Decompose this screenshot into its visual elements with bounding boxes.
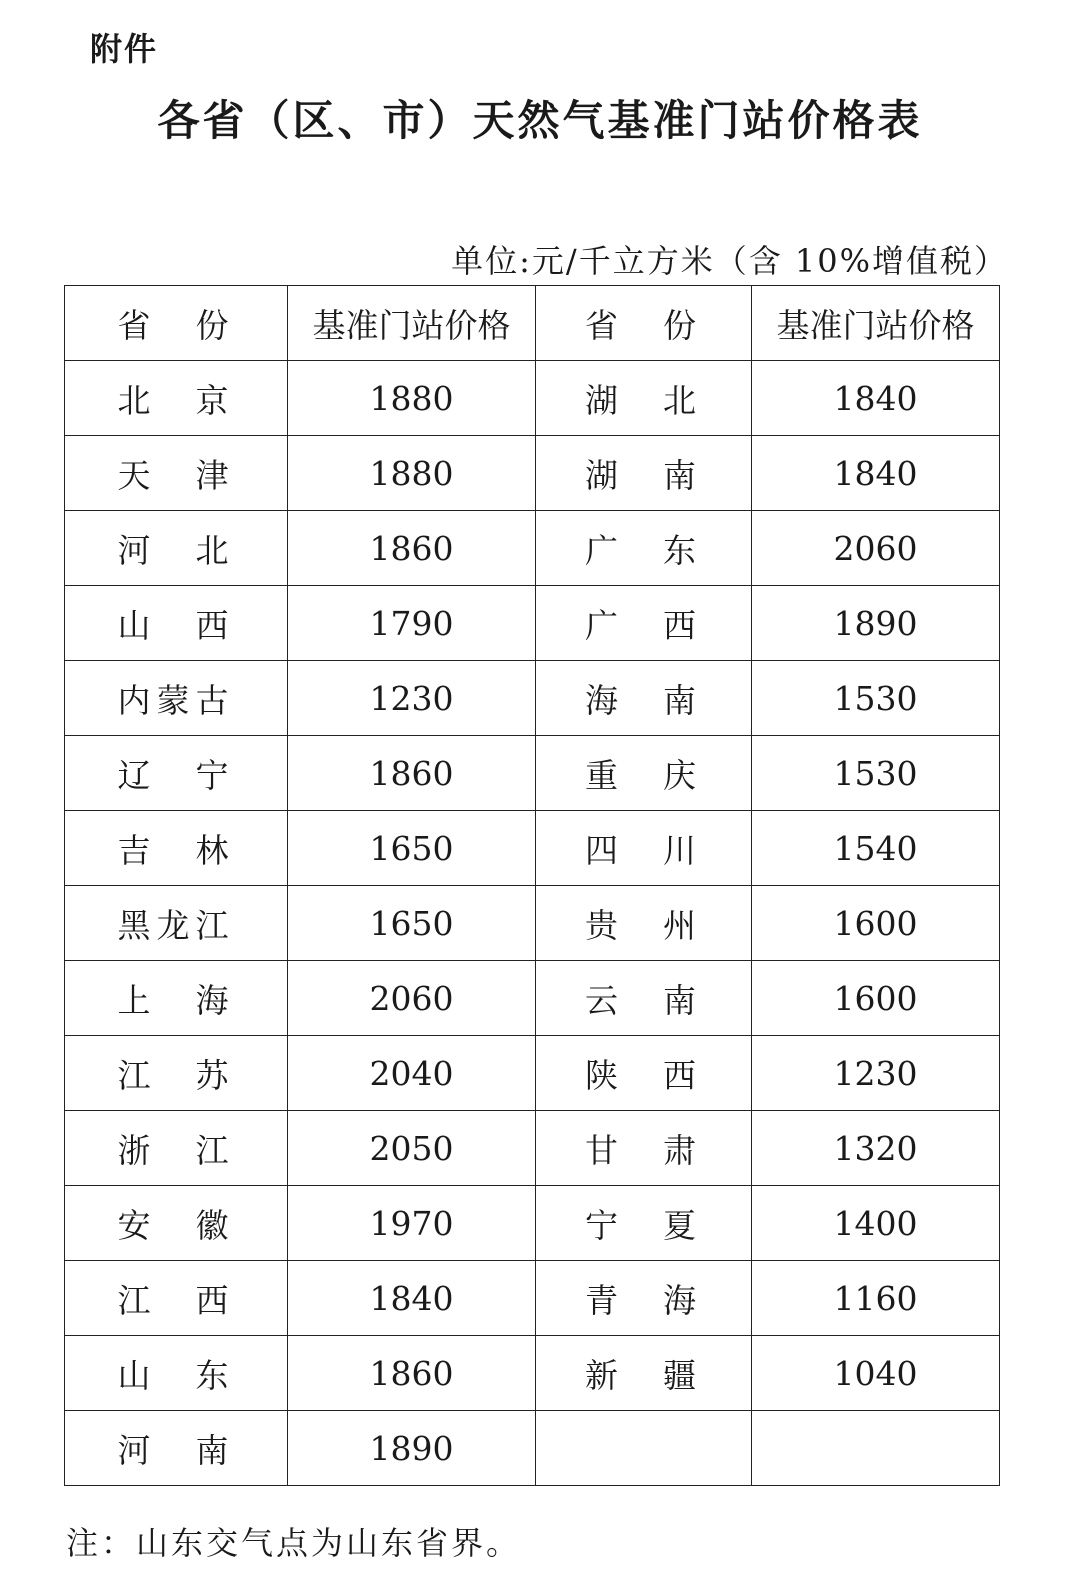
province-left-cell: [65, 361, 288, 436]
province-left-cell: [65, 886, 288, 961]
price-right-cell: [752, 736, 1000, 811]
unit-note: 单位:元/千立方米（含 10%增值税）: [451, 242, 1008, 280]
province-right-cell: [536, 1261, 752, 1336]
table-row: [65, 811, 1000, 886]
province-right-cell: [536, 1186, 752, 1261]
price-right-cell: [752, 511, 1000, 586]
province-left-cell-text: 山 西: [117, 605, 235, 645]
price-left-cell: [288, 586, 536, 661]
price-left-cell-text: 1840: [369, 1278, 454, 1318]
province-left-cell-text: 河 南: [117, 1430, 235, 1470]
province-right-cell: [536, 961, 752, 1036]
header-price-right: 基准门站价格: [752, 286, 1000, 361]
table-row: [65, 1411, 1000, 1486]
price-right-cell: [752, 436, 1000, 511]
price-left-cell-text: 1230: [369, 678, 454, 718]
price-left-cell: [288, 1336, 536, 1411]
price-left-cell: [288, 1261, 536, 1336]
header-province-left: [65, 286, 288, 361]
table-row: [65, 1036, 1000, 1111]
province-right-cell: [536, 511, 752, 586]
province-left-cell-text: 吉 林: [117, 830, 235, 870]
province-left-cell-text: 江 苏: [117, 1055, 235, 1095]
province-right-cell-text: 海 南: [585, 680, 702, 720]
province-right-cell-text: 甘 肃: [585, 1130, 702, 1170]
price-right-cell: [752, 361, 1000, 436]
province-right-cell-text: 新 疆: [585, 1355, 702, 1395]
province-left-cell: [65, 511, 288, 586]
province-left-cell: [65, 1261, 288, 1336]
province-left-cell: [65, 1036, 288, 1111]
price-left-cell-text: 1790: [369, 603, 454, 643]
province-right-cell-text: 广 东: [585, 530, 702, 570]
price-left-cell: [288, 1186, 536, 1261]
province-right-cell-text: 贵 州: [585, 905, 702, 945]
header-price-left: 基准门站价格: [288, 286, 536, 361]
province-right-cell: [536, 1036, 752, 1111]
header-province-left-text: 省 份: [117, 305, 235, 345]
province-right-cell-text: 宁 夏: [585, 1205, 702, 1245]
province-left-cell-text: 天 津: [117, 455, 235, 495]
table-row: [65, 1111, 1000, 1186]
page-title: 各省（区、市）天然气基准门站价格表: [157, 96, 923, 145]
province-right-cell: [536, 1411, 752, 1486]
price-right-cell-text: 1530: [833, 753, 918, 793]
price-left-cell-text: 1860: [369, 1353, 454, 1393]
price-right-cell-text: 1230: [833, 1053, 918, 1093]
province-left-cell-text: 浙 江: [117, 1130, 235, 1170]
province-right-cell-text: 广 西: [585, 605, 702, 645]
province-left-cell: [65, 736, 288, 811]
price-left-cell-text: 1880: [369, 453, 454, 493]
price-left-cell: [288, 1411, 536, 1486]
province-right-cell: [536, 736, 752, 811]
table-row: [65, 361, 1000, 436]
province-left-cell: [65, 586, 288, 661]
province-right-cell-text: 云 南: [585, 980, 702, 1020]
table-header-row: [65, 286, 1000, 361]
province-left-cell: [65, 811, 288, 886]
price-right-cell-text: 1540: [833, 828, 918, 868]
price-right-cell: [752, 1186, 1000, 1261]
price-left-cell: [288, 1111, 536, 1186]
province-right-cell: [536, 436, 752, 511]
province-left-cell: [65, 661, 288, 736]
province-right-cell: [536, 586, 752, 661]
province-right-cell-text: 陕 西: [585, 1055, 702, 1095]
price-right-cell: [752, 1036, 1000, 1111]
price-left-cell: [288, 661, 536, 736]
price-left-cell: [288, 811, 536, 886]
price-right-cell: [752, 661, 1000, 736]
table-row: [65, 661, 1000, 736]
price-right-cell-text: 1530: [833, 678, 918, 718]
province-right-cell: [536, 811, 752, 886]
province-right-cell-text: 湖 北: [585, 380, 702, 420]
province-left-cell-text: 上 海: [117, 980, 235, 1020]
price-right-cell: [752, 811, 1000, 886]
province-left-cell-text: 安 徽: [117, 1205, 235, 1245]
header-province-right-text: 省 份: [585, 305, 702, 345]
province-left-cell: [65, 1336, 288, 1411]
price-left-cell-text: 1860: [369, 753, 454, 793]
price-left-cell-text: 2060: [369, 978, 454, 1018]
province-right-cell-text: 青 海: [585, 1280, 702, 1320]
table-row: [65, 736, 1000, 811]
province-left-cell: [65, 1186, 288, 1261]
price-left-cell-text: 1650: [369, 828, 454, 868]
table-row: [65, 1336, 1000, 1411]
table-row: [65, 961, 1000, 1036]
price-left-cell: [288, 511, 536, 586]
table-row: [65, 436, 1000, 511]
price-right-cell-text: 2060: [833, 528, 918, 568]
price-right-cell-text: 1840: [833, 378, 918, 418]
province-left-cell: [65, 1111, 288, 1186]
province-left-cell-text: 山 东: [117, 1355, 235, 1395]
price-right-cell: [752, 886, 1000, 961]
province-left-cell-text: 北 京: [117, 380, 235, 420]
province-right-cell-text: 四 川: [585, 830, 702, 870]
province-left-cell: [65, 436, 288, 511]
price-right-cell-text: 1840: [833, 453, 918, 493]
price-right-cell: [752, 586, 1000, 661]
price-left-cell: [288, 961, 536, 1036]
price-left-cell: [288, 736, 536, 811]
price-right-cell-text: 1400: [833, 1203, 918, 1243]
price-right-cell-text: 1890: [833, 603, 918, 643]
province-left-cell-text: 辽 宁: [117, 755, 235, 795]
province-left-cell: [65, 1411, 288, 1486]
province-right-cell: [536, 661, 752, 736]
price-right-cell: [752, 1411, 1000, 1486]
header-province-right: [536, 286, 752, 361]
table-row: [65, 1261, 1000, 1336]
price-right-cell-text: 1600: [833, 903, 918, 943]
price-left-cell-text: 1650: [369, 903, 454, 943]
price-left-cell: [288, 361, 536, 436]
table-row: [65, 586, 1000, 661]
price-table: [64, 285, 1000, 1486]
province-right-cell-text: 湖 南: [585, 455, 702, 495]
price-left-cell-text: 1890: [369, 1428, 454, 1468]
table-row: [65, 886, 1000, 961]
province-left-cell: [65, 961, 288, 1036]
price-left-cell-text: 2040: [369, 1053, 454, 1093]
price-left-cell-text: 1860: [369, 528, 454, 568]
price-left-cell: [288, 436, 536, 511]
province-right-cell: [536, 1111, 752, 1186]
province-left-cell-text: 黑龙江: [117, 905, 235, 945]
price-right-cell: [752, 1111, 1000, 1186]
province-right-cell: [536, 886, 752, 961]
table-row: [65, 511, 1000, 586]
province-left-cell-text: 内蒙古: [117, 680, 235, 720]
province-right-cell: [536, 1336, 752, 1411]
price-right-cell: [752, 1261, 1000, 1336]
price-right-cell: [752, 1336, 1000, 1411]
province-right-cell: [536, 361, 752, 436]
province-right-cell-text: 重 庆: [585, 755, 702, 795]
price-left-cell: [288, 886, 536, 961]
province-left-cell-text: 河 北: [117, 530, 235, 570]
price-right-cell-text: 1320: [833, 1128, 918, 1168]
price-right-cell-text: 1040: [833, 1353, 918, 1393]
price-right-cell-text: 1600: [833, 978, 918, 1018]
attachment-label: 附件: [90, 30, 159, 68]
price-left-cell-text: 2050: [369, 1128, 454, 1168]
price-left-cell-text: 1970: [369, 1203, 454, 1243]
price-left-cell-text: 1880: [369, 378, 454, 418]
price-left-cell: [288, 1036, 536, 1111]
price-right-cell-text: 1160: [833, 1278, 918, 1318]
footnote: 注：山东交气点为山东省界。: [66, 1524, 522, 1562]
table-row: [65, 1186, 1000, 1261]
price-right-cell: [752, 961, 1000, 1036]
province-left-cell-text: 江 西: [117, 1280, 235, 1320]
